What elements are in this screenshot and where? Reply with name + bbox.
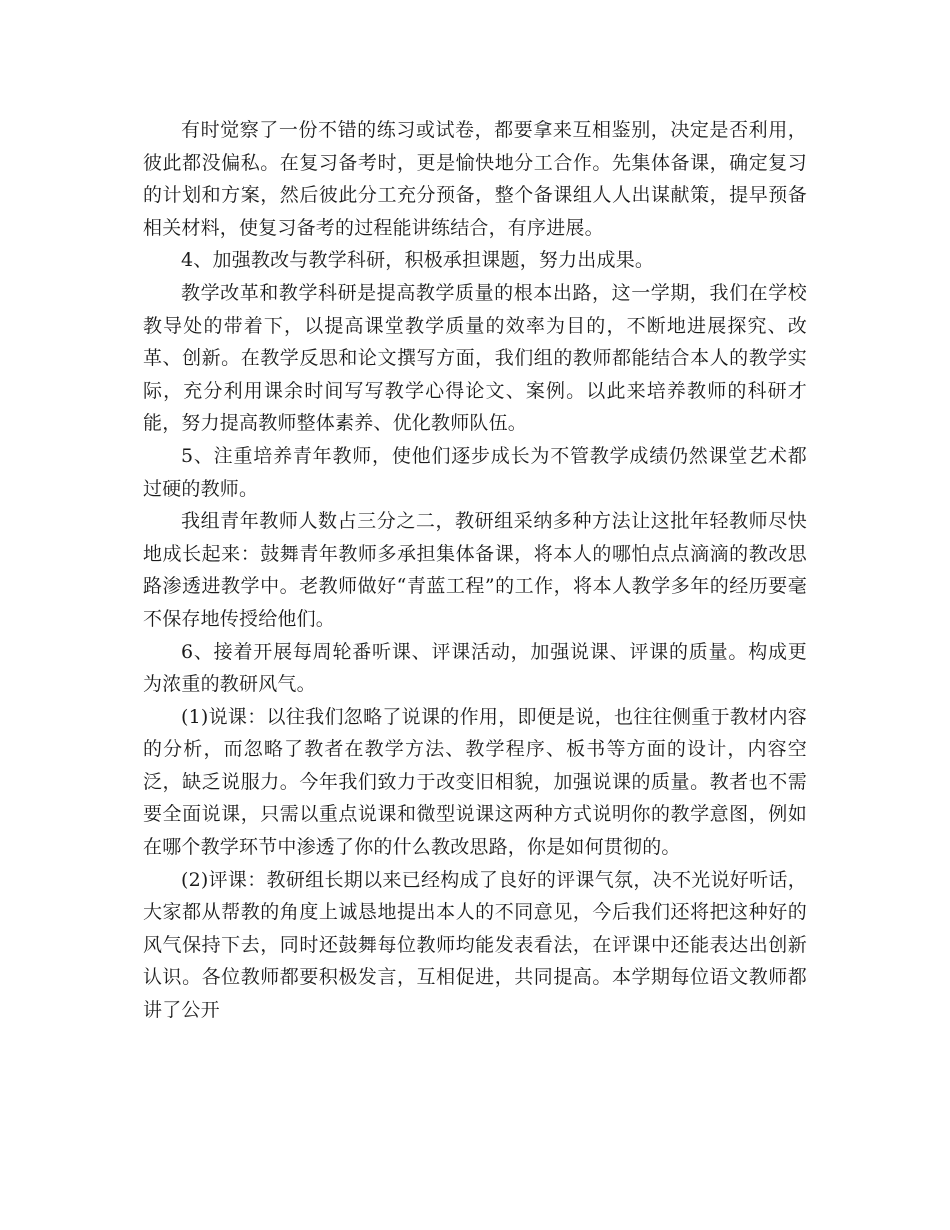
paragraph-teaching-research: 教学改革和教学科研是提高教学质量的根本出路，这一学期，我们在学校教导处的带着下，以提高课堂教学质量的效率为目的，不断地进展探究、改革、创新。在教学反思和论文撰写方面，我们组的教师都能结合本人的教学实际，充分利用课余时间写写教学心得论文、案例。以此来培养教师的科研才能，努力提高教师整体素养、优化教师队伍。 bbox=[143, 281, 807, 435]
heading-item-6: 6、接着开展每周轮番听课、评课活动，加强说课、评课的质量。构成更为浓重的教研风气。 bbox=[143, 640, 807, 696]
paragraph-lesson-evaluating: (2)评课：教研组长期以来已经构成了良好的评课气氛，决不光说好听话，大家都从帮教的角度上诚恳地提出本人的不同意见，今后我们还将把这种好的风气保持下去，同时还鼓舞每位教师均能发表看法，在评课中还能表达出创新认识。各位教师都要积极发言，互相促进，共同提高。本学期每位语文教师都讲了公开 bbox=[143, 868, 807, 1022]
paragraph-lesson-explaining: (1)说课：以往我们忽略了说课的作用，即便是说，也往往侧重于教材内容的分析，而忽略了教者在教学方法、教学程序、板书等方面的设计，内容空泛，缺乏说服力。今年我们致力于改变旧相貌，加强说课的质量。教者也不需要全面说课，只需以重点说课和微型说课这两种方式说明你的教学意图，例如在哪个教学环节中渗透了你的什么教改思路，你是如何贯彻的。 bbox=[143, 705, 807, 859]
paragraph-young-teachers: 我组青年教师人数占三分之二，教研组采纳多种方法让这批年轻教师尽快地成长起来：鼓舞青年教师多承担集体备课，将本人的哪怕点点滴滴的教改思路渗透进教学中。老教师做好“青蓝工程”的工作，将本人教学多年的经历要毫不保存地传授给他们。 bbox=[143, 510, 807, 630]
heading-item-4: 4、加强教改与教学科研，积极承担课题，努力出成果。 bbox=[181, 249, 655, 272]
paragraph-sharing-materials: 有时觉察了一份不错的练习或试卷，都要拿来互相鉴别，决定是否利用，彼此都没偏私。在复习备考时，更是愉快地分工合作。先集体备课，确定复习的计划和方案，然后彼此分工充分预备，整个备课组人人出谋献策，提早预备相关材料，使复习备考的过程能讲练结合，有序进展。 bbox=[143, 119, 807, 239]
document-body bbox=[143, 114, 807, 1027]
heading-item-5: 5、注重培养青年教师，使他们逐步成长为不管教学成绩仍然课堂艺术都过硬的教师。 bbox=[143, 444, 807, 500]
